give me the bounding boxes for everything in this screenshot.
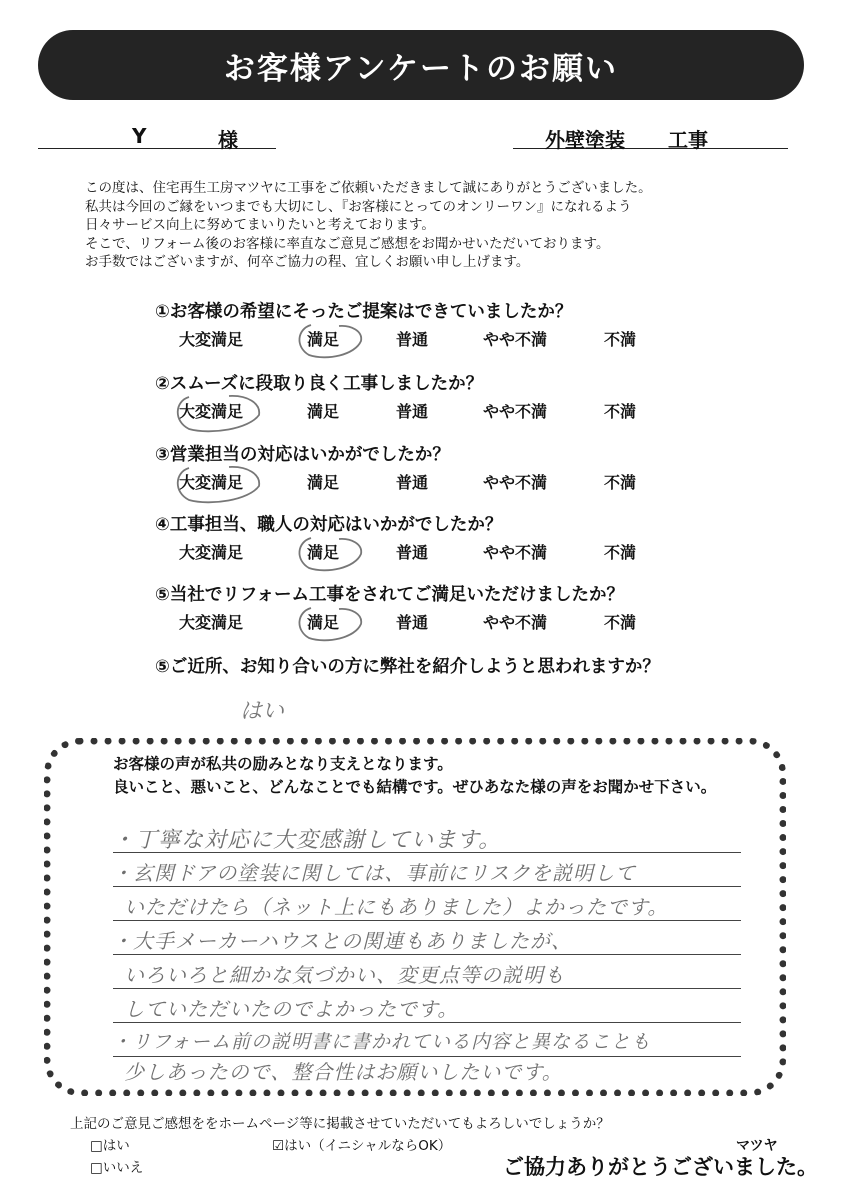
publish-permission-question: 上記のご意見ご感想ををホームページ等に掲載させていただいてもよろしいでしょうか？ (70, 1116, 610, 1132)
voice-heading-2: 良いこと、悪いこと、どんなことでも結構です。ぜひあなた様の声をお聞かせ下さい。 (113, 778, 717, 796)
question-text: ④工事担当、職人の対応はいかがでしたか？ (155, 515, 503, 535)
work-suffix: 工事 (668, 128, 708, 152)
checkbox-yes[interactable]: □はい (90, 1138, 130, 1154)
option-very-satisfied[interactable]: 大変満足 (179, 330, 244, 349)
customer-underline (38, 148, 276, 149)
handwritten-comment-line: いろいろと細かな気づかい、変更点等の説明も (124, 963, 565, 987)
option-normal[interactable]: 普通 (396, 473, 429, 492)
question-text: ①お客様の希望にそったご提案はできていましたか？ (155, 302, 573, 322)
selection-circle (293, 321, 365, 361)
question-text: ⑤ご近所、お知り合いの方に弊社を紹介しようと思われますか？ (155, 657, 660, 677)
intro-line: 日々サービス向上に努めてまいりたいと考えております。 (85, 217, 435, 233)
selection-circle (293, 534, 365, 574)
voice-heading-1: お客様の声が私共の励みとなり支えとなります。 (113, 755, 453, 773)
answer-options (155, 327, 637, 353)
writing-line (113, 920, 741, 921)
company-logo: マツヤ (736, 1138, 778, 1154)
option-slightly-dissatisfied[interactable]: やや不満 (483, 613, 548, 632)
answer-options (155, 610, 637, 636)
option-satisfied[interactable]: 満足 (307, 543, 340, 562)
page-title: お客様アンケートのお願い (223, 50, 619, 87)
intro-line: この度は、住宅再生工房マツヤに工事をご依頼いただきまして誠にありがとうございました。 (85, 180, 652, 196)
intro-text (85, 179, 652, 272)
answer-options (155, 540, 637, 566)
intro-line: そこで、リフォーム後のお客様に率直なご意見ご感想をお聞かせいただいております。 (85, 235, 610, 252)
option-slightly-dissatisfied[interactable]: やや不満 (483, 330, 548, 349)
option-very-satisfied[interactable]: 大変満足 (179, 473, 244, 492)
question-6 (155, 653, 660, 678)
writing-line (113, 988, 741, 989)
handwritten-comment-line: していただいたのでよかったです。 (124, 997, 459, 1021)
question-text: ②スムーズに段取り良く工事しましたか？ (155, 374, 484, 394)
checkbox-yes-initials[interactable]: ☑はい（イニシャルならOK） (272, 1138, 452, 1154)
option-very-satisfied[interactable]: 大変満足 (179, 613, 244, 632)
option-dissatisfied[interactable]: 不満 (604, 402, 637, 421)
writing-line (113, 1022, 741, 1023)
writing-line (113, 954, 741, 955)
option-dissatisfied[interactable]: 不満 (604, 543, 637, 562)
question-2 (155, 370, 637, 425)
option-satisfied[interactable]: 満足 (307, 402, 340, 421)
handwritten-comment-line: ・大手メーカーハウスとの関連もありましたが、 (112, 929, 572, 953)
question-text: ③営業担当の対応はいかがでしたか？ (155, 445, 450, 465)
checkbox-no[interactable]: □いいえ (90, 1160, 144, 1176)
handwritten-answer: はい (240, 699, 285, 724)
customer-name: Y (132, 124, 147, 148)
selection-circle (293, 604, 365, 644)
option-normal[interactable]: 普通 (396, 613, 429, 632)
thanks-message: ご協力ありがとうございました。 (503, 1155, 818, 1179)
option-dissatisfied[interactable]: 不満 (604, 330, 637, 349)
option-normal[interactable]: 普通 (396, 543, 429, 562)
intro-line: 私共は今回のご縁をいつまでも大切にし、『お客様にとってのオンリーワン』になれるよう (85, 198, 632, 215)
writing-line (113, 886, 741, 887)
question-text: ⑤当社でリフォーム工事をされてご満足いただけましたか？ (155, 585, 624, 605)
handwritten-comment-line: ・丁寧な対応に大変感謝しています。 (112, 828, 502, 853)
answer-options (155, 470, 637, 496)
selection-circle (169, 391, 264, 435)
question-3 (155, 441, 637, 496)
option-normal[interactable]: 普通 (396, 330, 429, 349)
option-very-satisfied[interactable]: 大変満足 (179, 543, 244, 562)
selection-circle (169, 462, 264, 506)
option-very-satisfied[interactable]: 大変満足 (179, 402, 244, 421)
question-4 (155, 511, 637, 566)
option-dissatisfied[interactable]: 不満 (604, 613, 637, 632)
option-normal[interactable]: 普通 (396, 402, 429, 421)
option-satisfied[interactable]: 満足 (307, 473, 340, 492)
work-type: 外壁塗装 (545, 128, 625, 152)
handwritten-comment-line: 少しあったので、整合性はお願いしたいです。 (124, 1060, 563, 1084)
option-slightly-dissatisfied[interactable]: やや不満 (483, 473, 548, 492)
option-dissatisfied[interactable]: 不満 (604, 473, 637, 492)
title-banner (38, 30, 804, 100)
option-satisfied[interactable]: 満足 (307, 330, 340, 349)
customer-honorific: 様 (218, 128, 238, 152)
handwritten-comment-line: ・玄関ドアの塗装に関しては、事前にリスクを説明して (112, 861, 636, 885)
handwritten-comment-line: ・リフォーム前の説明書に書かれている内容と異なることも (112, 1031, 652, 1053)
option-slightly-dissatisfied[interactable]: やや不満 (483, 543, 548, 562)
option-slightly-dissatisfied[interactable]: やや不満 (483, 402, 548, 421)
question-5 (155, 581, 637, 636)
answer-options (155, 399, 637, 425)
intro-line: お手数ではございますが、何卒ご協力の程、宜しくお願い申し上げます。 (85, 254, 530, 270)
option-satisfied[interactable]: 満足 (307, 613, 340, 632)
question-1 (155, 298, 637, 353)
handwritten-comment-line: いただけたら（ネット上にもありました）よかったです。 (124, 895, 669, 919)
